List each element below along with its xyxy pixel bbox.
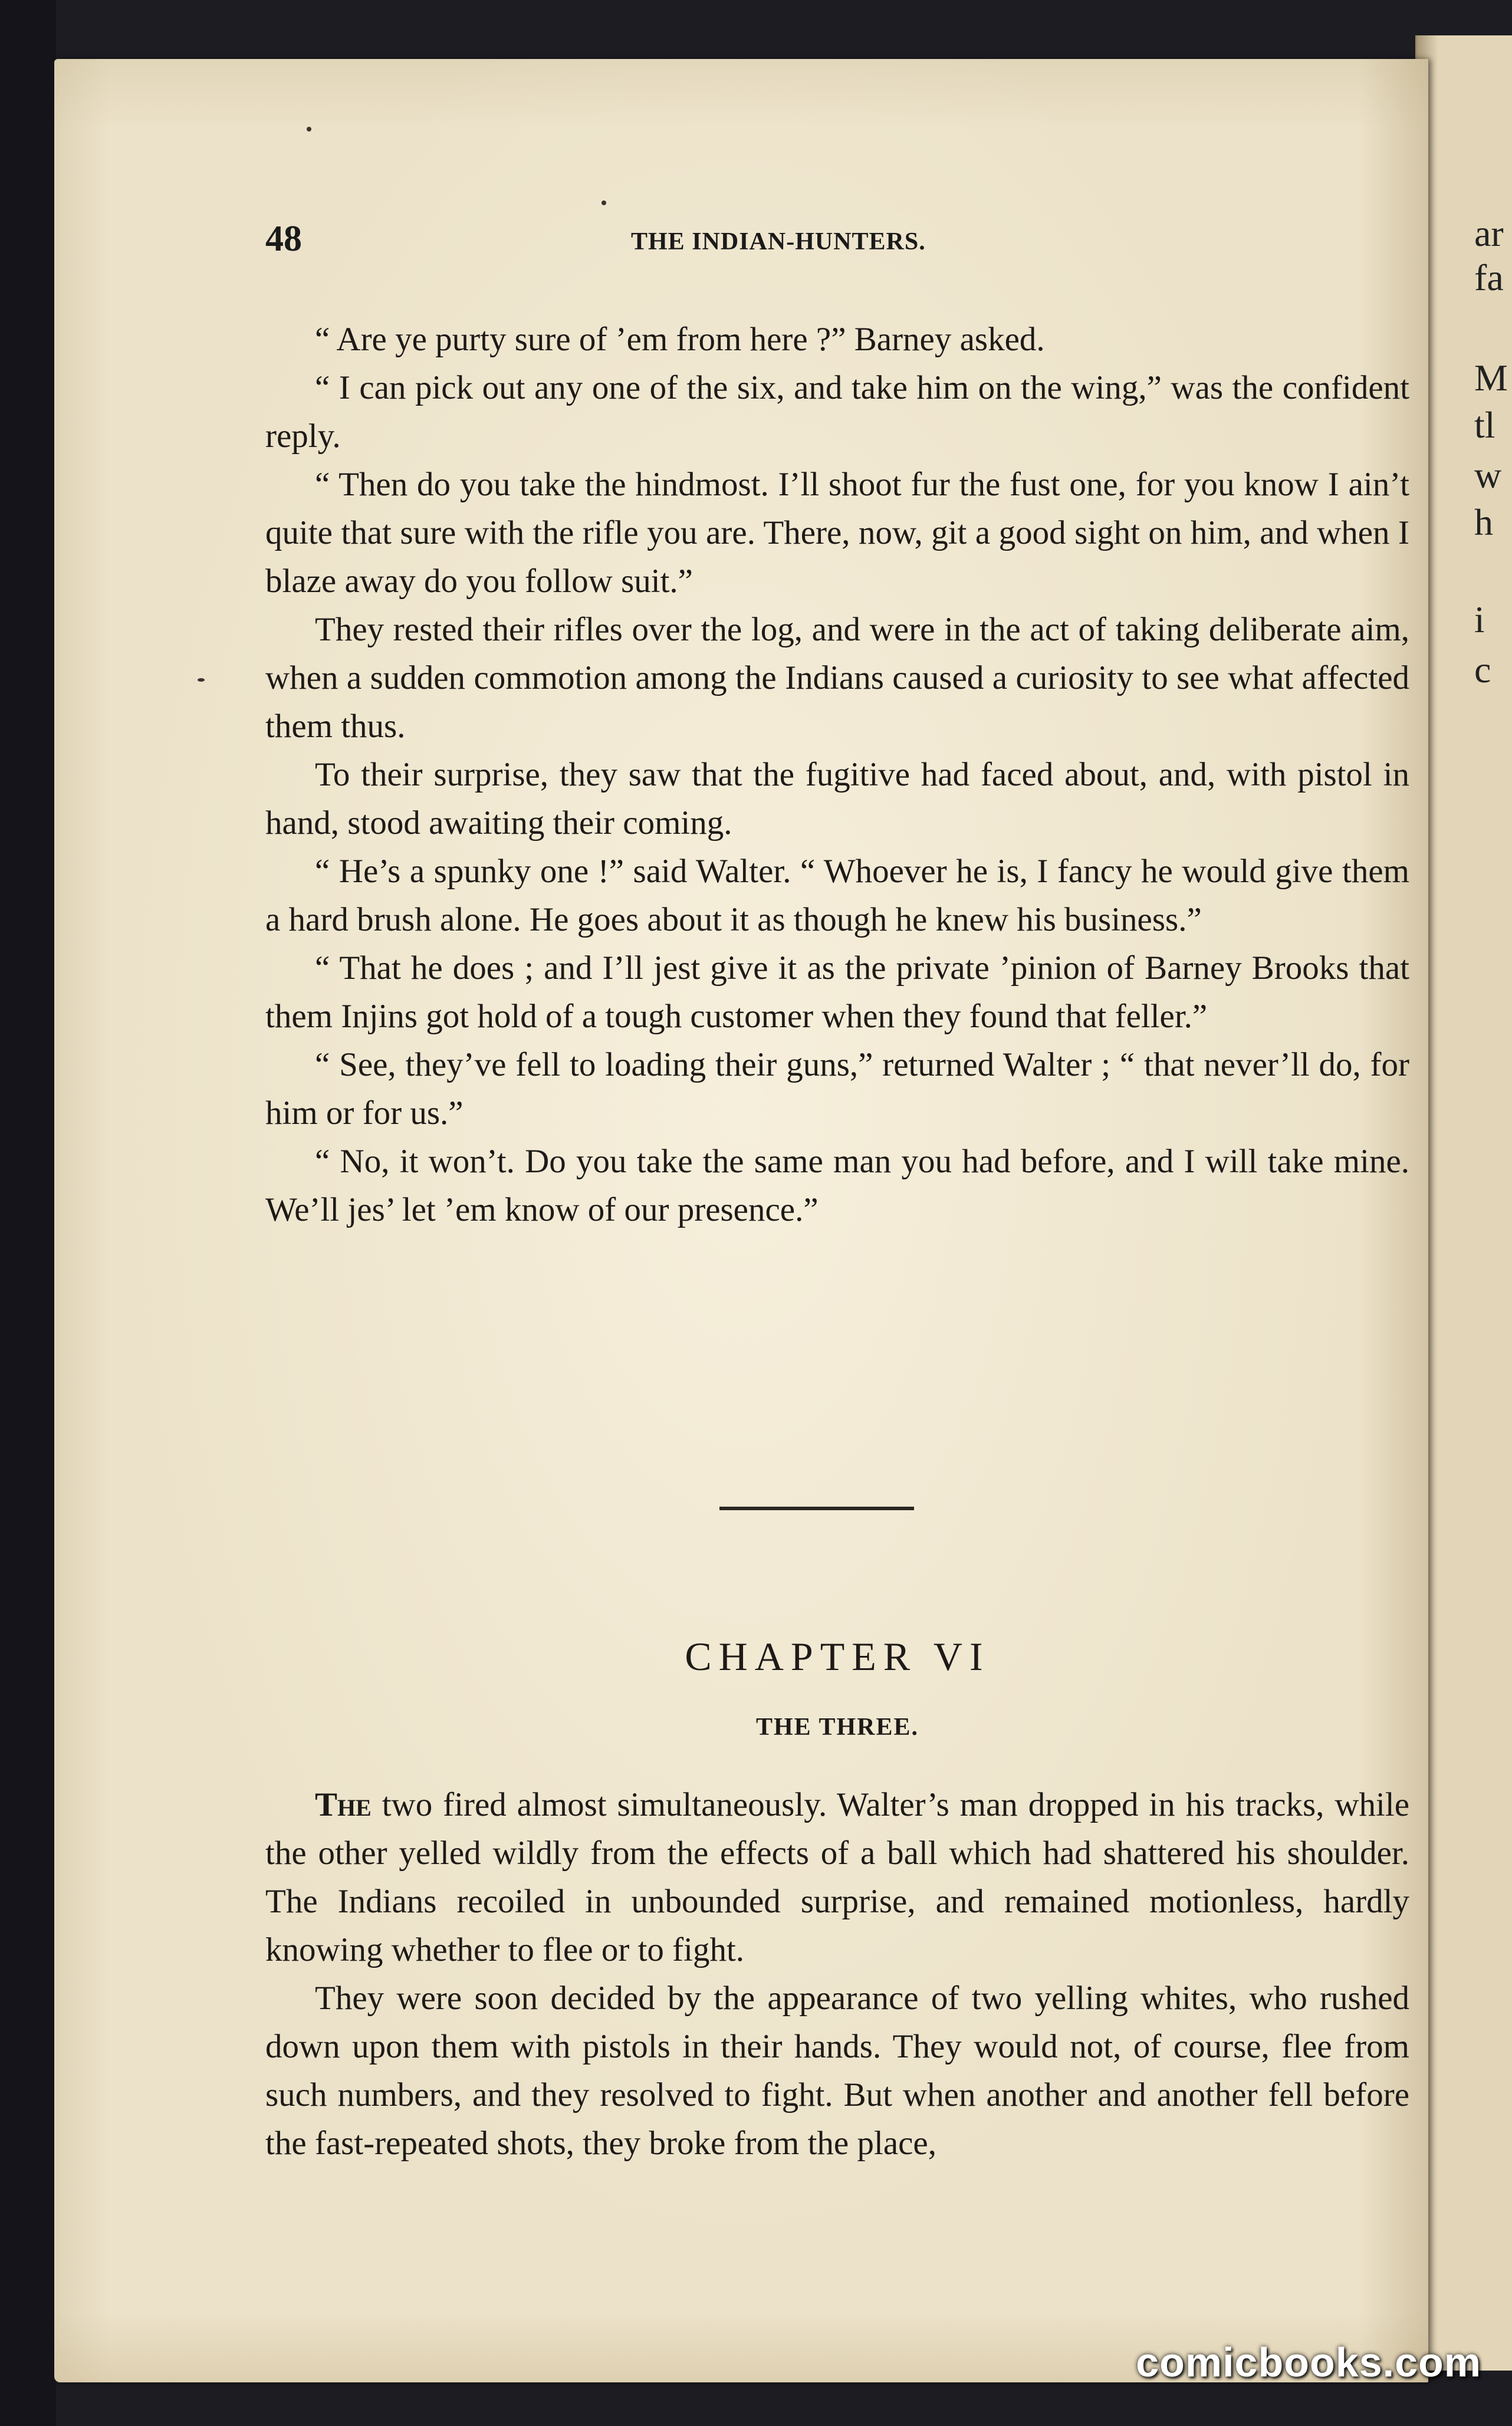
paragraph: To their surprise, they saw that the fugitive had faced about, and, with pistol in hand, stood awaiting their coming. <box>265 756 1409 841</box>
facing-page-fragment: M <box>1474 357 1508 399</box>
chapter-text <box>265 1781 1409 2168</box>
paragraph: They rested their rifles over the log, and were in the act of taking deliberate aim, when a sudden commotion among the Indians caused a curiosity to see what affected them thus. <box>265 611 1409 745</box>
paper-speck <box>198 678 205 682</box>
page-header <box>265 218 1409 271</box>
section-divider <box>719 1507 914 1510</box>
chapter-first-word: The <box>315 1786 372 1823</box>
paragraph: “ That he does ; and I’ll jest give it as the private ’pinion of Barney Brooks that them Injins got hold of a tough customer when they found that feller.” <box>265 949 1409 1035</box>
facing-page-fragment: c <box>1474 649 1491 691</box>
backdrop <box>0 0 56 2426</box>
body-text <box>265 315 1409 1234</box>
watermark-logo: comicbooks.com <box>1136 2339 1481 2385</box>
paragraph: “ No, it won’t. Do you take the same man you had before, and I will take mine. We’ll jes’ let ’em know of our presence.” <box>265 1143 1409 1228</box>
facing-page-fragment: ar <box>1474 212 1504 254</box>
paragraph: “ He’s a spunky one !” said Walter. “ Whoever he is, I fancy he would give them a hard brush alone. He goes about it as though he knew his business.” <box>265 853 1409 938</box>
page-number: 48 <box>265 219 302 259</box>
paper-speck <box>307 127 311 132</box>
paragraph: “ Then do you take the hindmost. I’ll shoot fur the fust one, for you know I ain’t quite that sure with the rifle you are. There, now, git a good sight on him, and when I blaze away do you follow suit.” <box>265 466 1409 600</box>
chapter-first-paragraph-rest: two fired almost simultaneously. Walter’s man dropped in his tracks, while the other yelled wildly from the effects of a ball which had shattered his shoulder. The Indians recoiled in unbounded surprise, and remained motionless, hardly knowing whether to flee or to fight. <box>265 1786 1409 1968</box>
facing-page-fragment: tl <box>1474 404 1495 446</box>
paragraph: “ I can pick out any one of the six, and take him on the wing,” was the confident reply. <box>265 369 1409 455</box>
paragraph: “ See, they’ve fell to loading their guns,” returned Walter ; “ that never’ll do, for him or for us.” <box>265 1046 1409 1132</box>
facing-page-fragment: fa <box>1474 257 1504 298</box>
paper-speck <box>601 200 606 205</box>
facing-page-fragment: h <box>1474 501 1493 543</box>
facing-page-fragment: w <box>1474 454 1502 496</box>
chapter-subtitle: THE THREE. <box>756 1714 919 1741</box>
paragraph: “ Are ye purty sure of ’em from here ?” Barney asked. <box>315 321 1045 358</box>
running-head: THE INDIAN-HUNTERS. <box>631 228 926 255</box>
facing-page-fragment: i <box>1474 599 1485 640</box>
chapter-title: CHAPTER VI <box>685 1634 990 1679</box>
paragraph <box>265 1781 1409 1974</box>
paragraph: They were soon decided by the appearance of two yelling whites, who rushed down upon them with pistols in their hands. They would not, of course, flee from such numbers, and they resolved to fight. But when another and another fell before the fast-repeated shots, they broke from the place, <box>265 1980 1409 2162</box>
